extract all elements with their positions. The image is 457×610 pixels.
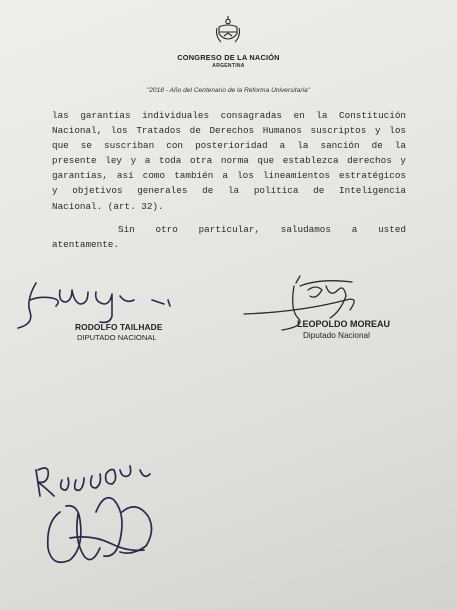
body-line: y objetivos generales de la política de Inteligencia — [52, 185, 406, 197]
body-line: presente ley y a toda otra norma que establezca derechos y — [52, 155, 406, 167]
institution-country: ARGENTINA — [212, 63, 245, 69]
year-motto: "2018 - Año del Centenario de la Reforma Universitaria" — [146, 87, 311, 94]
body-line: que se suscriban con posterioridad a la sanción de la — [52, 140, 406, 152]
signer-right-name: LEOPOLDO MOREAU — [297, 319, 391, 329]
body-line: Nacional. (art. 32). — [52, 200, 164, 212]
closing-line: atentamente. — [52, 239, 119, 251]
signature-bottom — [36, 466, 152, 562]
signer-right-title: Diputado Nacional — [303, 331, 370, 340]
signer-left-title: DIPUTADO NACIONAL — [77, 333, 157, 342]
body-line: garantías, así como también a los lineamientos estratégicos — [52, 170, 406, 182]
body-line: las garantías individuales consagradas en la Constitución — [52, 110, 406, 121]
signer-left-name: RODOLFO TAILHADE — [75, 322, 163, 332]
body-line: Nacional, los Tratados de Derechos Humanos suscriptos y los — [52, 125, 406, 137]
closing-line: Sin otro particular, saludamos a usted — [118, 224, 406, 235]
institution-name: CONGRESO DE LA NACIÓN — [177, 53, 280, 62]
